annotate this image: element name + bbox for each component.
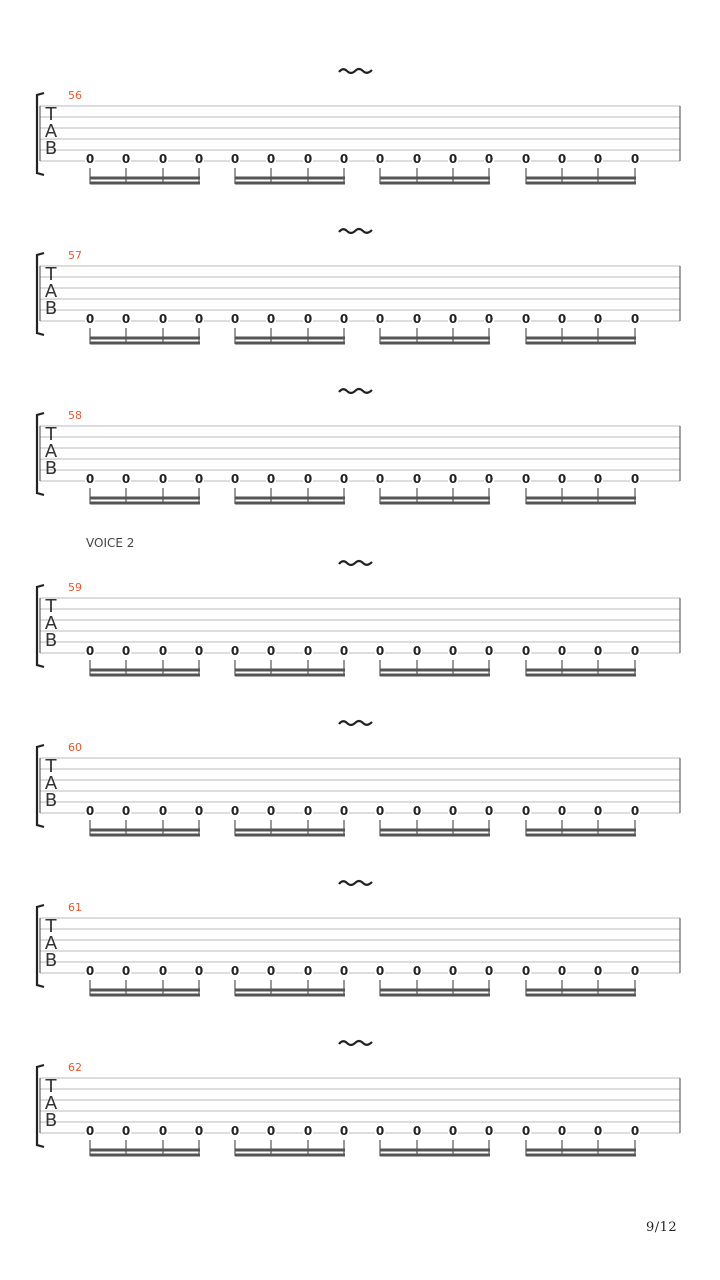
tab-clef-letter: A <box>44 613 58 634</box>
fret-number: 0 <box>521 472 531 486</box>
fret-number: 0 <box>194 472 204 486</box>
tab-staff <box>0 386 720 516</box>
beam <box>90 342 200 345</box>
beam <box>380 1149 490 1152</box>
tab-staff <box>0 226 720 356</box>
fret-number: 0 <box>521 312 531 326</box>
tab-system <box>0 386 720 536</box>
tab-clef-letter: A <box>44 281 58 302</box>
fret-number: 0 <box>339 804 349 818</box>
fret-number: 0 <box>121 472 131 486</box>
fret-number: 0 <box>448 152 458 166</box>
fret-number: 0 <box>158 152 168 166</box>
fret-number: 0 <box>85 312 95 326</box>
fret-number: 0 <box>266 964 276 978</box>
tab-clef-letter: T <box>45 104 57 125</box>
fret-number: 0 <box>593 1124 603 1138</box>
fret-number: 0 <box>158 472 168 486</box>
fret-number: 0 <box>375 964 385 978</box>
beam <box>90 829 200 832</box>
fret-number: 0 <box>630 644 640 658</box>
tab-clef-letter: B <box>44 950 58 971</box>
fret-number: 0 <box>230 964 240 978</box>
fret-number: 0 <box>557 1124 567 1138</box>
beam <box>235 497 345 500</box>
fret-number: 0 <box>230 312 240 326</box>
fret-number: 0 <box>630 152 640 166</box>
beam <box>90 502 200 505</box>
tab-staff <box>0 878 720 1008</box>
beam <box>526 1154 636 1157</box>
measure-number: 59 <box>68 581 82 594</box>
fret-number: 0 <box>448 644 458 658</box>
fret-number: 0 <box>484 152 494 166</box>
fret-number: 0 <box>375 312 385 326</box>
fret-number: 0 <box>593 472 603 486</box>
beam <box>380 834 490 837</box>
fret-number: 0 <box>484 804 494 818</box>
fret-number: 0 <box>303 644 313 658</box>
page-number: 9/12 <box>646 1220 678 1235</box>
fret-number: 0 <box>303 1124 313 1138</box>
fret-number: 0 <box>85 644 95 658</box>
fret-number: 0 <box>375 152 385 166</box>
fret-number: 0 <box>521 644 531 658</box>
fret-number: 0 <box>230 472 240 486</box>
fret-number: 0 <box>448 964 458 978</box>
tab-system <box>0 1038 720 1188</box>
beam <box>235 337 345 340</box>
beam <box>380 177 490 180</box>
fret-number: 0 <box>593 644 603 658</box>
tab-system <box>0 558 720 708</box>
beam <box>235 502 345 505</box>
fret-number: 0 <box>266 644 276 658</box>
beam <box>526 669 636 672</box>
beam <box>90 497 200 500</box>
tab-clef-letter: A <box>44 933 58 954</box>
beam <box>90 994 200 997</box>
tab-clef-letter: B <box>44 298 58 319</box>
beam <box>90 669 200 672</box>
fret-number: 0 <box>339 1124 349 1138</box>
fret-number: 0 <box>121 964 131 978</box>
measure-number: 60 <box>68 741 82 754</box>
beam <box>380 669 490 672</box>
measure-number: 56 <box>68 89 82 102</box>
beam <box>380 1154 490 1157</box>
tab-clef-letter: T <box>45 264 57 285</box>
tab-clef-letter: T <box>45 1076 57 1097</box>
fret-number: 0 <box>630 472 640 486</box>
fret-number: 0 <box>194 644 204 658</box>
fret-number: 0 <box>85 152 95 166</box>
fret-number: 0 <box>484 644 494 658</box>
fret-number: 0 <box>375 804 385 818</box>
fret-number: 0 <box>303 152 313 166</box>
beam <box>380 829 490 832</box>
fret-number: 0 <box>484 1124 494 1138</box>
fret-number: 0 <box>412 312 422 326</box>
fret-number: 0 <box>339 312 349 326</box>
fret-number: 0 <box>230 1124 240 1138</box>
beam <box>235 182 345 185</box>
fret-number: 0 <box>484 964 494 978</box>
tab-clef-letter: T <box>45 424 57 445</box>
voice-label: VOICE 2 <box>86 536 135 550</box>
fret-number: 0 <box>194 804 204 818</box>
fret-number: 0 <box>303 472 313 486</box>
fret-number: 0 <box>121 152 131 166</box>
fret-number: 0 <box>158 804 168 818</box>
fret-number: 0 <box>266 152 276 166</box>
beam <box>235 829 345 832</box>
fret-number: 0 <box>194 312 204 326</box>
tab-clef-letter: B <box>44 138 58 159</box>
fret-number: 0 <box>121 804 131 818</box>
fret-number: 0 <box>412 644 422 658</box>
fret-number: 0 <box>339 472 349 486</box>
tab-staff <box>0 1038 720 1168</box>
tab-staff <box>0 718 720 848</box>
fret-number: 0 <box>448 1124 458 1138</box>
fret-number: 0 <box>412 964 422 978</box>
fret-number: 0 <box>375 472 385 486</box>
fret-number: 0 <box>593 964 603 978</box>
fret-number: 0 <box>557 472 567 486</box>
tab-clef-letter: A <box>44 441 58 462</box>
fret-number: 0 <box>521 152 531 166</box>
fret-number: 0 <box>303 804 313 818</box>
beam <box>90 834 200 837</box>
beam <box>90 1154 200 1157</box>
beam <box>380 497 490 500</box>
fret-number: 0 <box>121 312 131 326</box>
fret-number: 0 <box>303 312 313 326</box>
measure-number: 62 <box>68 1061 82 1074</box>
fret-number: 0 <box>230 644 240 658</box>
fret-number: 0 <box>448 804 458 818</box>
fret-number: 0 <box>557 804 567 818</box>
beam <box>235 669 345 672</box>
beam <box>235 989 345 992</box>
fret-number: 0 <box>630 804 640 818</box>
fret-number: 0 <box>448 472 458 486</box>
beam <box>526 337 636 340</box>
beam <box>526 342 636 345</box>
fret-number: 0 <box>484 312 494 326</box>
fret-number: 0 <box>557 964 567 978</box>
tab-clef-letter: A <box>44 1093 58 1114</box>
tab-staff <box>0 66 720 196</box>
fret-number: 0 <box>593 312 603 326</box>
beam <box>380 182 490 185</box>
fret-number: 0 <box>630 312 640 326</box>
fret-number: 0 <box>230 152 240 166</box>
fret-number: 0 <box>266 1124 276 1138</box>
fret-number: 0 <box>412 472 422 486</box>
beam <box>526 674 636 677</box>
fret-number: 0 <box>266 804 276 818</box>
fret-number: 0 <box>85 804 95 818</box>
fret-number: 0 <box>85 964 95 978</box>
beam <box>235 674 345 677</box>
fret-number: 0 <box>85 1124 95 1138</box>
beam <box>235 834 345 837</box>
measure-number: 61 <box>68 901 82 914</box>
beam <box>380 502 490 505</box>
fret-number: 0 <box>158 312 168 326</box>
fret-number: 0 <box>521 804 531 818</box>
fret-number: 0 <box>484 472 494 486</box>
tab-clef-letter: T <box>45 596 57 617</box>
fret-number: 0 <box>121 1124 131 1138</box>
fret-number: 0 <box>521 1124 531 1138</box>
fret-number: 0 <box>158 964 168 978</box>
fret-number: 0 <box>630 964 640 978</box>
beam <box>526 1149 636 1152</box>
fret-number: 0 <box>630 1124 640 1138</box>
measure-number: 57 <box>68 249 82 262</box>
beam <box>380 994 490 997</box>
beam <box>235 1154 345 1157</box>
fret-number: 0 <box>339 964 349 978</box>
fret-number: 0 <box>121 644 131 658</box>
fret-number: 0 <box>230 804 240 818</box>
beam <box>90 177 200 180</box>
tab-system <box>0 226 720 376</box>
fret-number: 0 <box>412 152 422 166</box>
beam <box>526 834 636 837</box>
beam <box>90 1149 200 1152</box>
beam <box>90 337 200 340</box>
measure-number: 58 <box>68 409 82 422</box>
tab-clef-letter: B <box>44 790 58 811</box>
beam <box>526 182 636 185</box>
fret-number: 0 <box>593 152 603 166</box>
fret-number: 0 <box>339 644 349 658</box>
fret-number: 0 <box>158 644 168 658</box>
tab-system <box>0 878 720 1028</box>
fret-number: 0 <box>266 312 276 326</box>
beam <box>380 342 490 345</box>
fret-number: 0 <box>375 644 385 658</box>
fret-number: 0 <box>448 312 458 326</box>
beam <box>380 989 490 992</box>
beam <box>90 674 200 677</box>
fret-number: 0 <box>194 152 204 166</box>
fret-number: 0 <box>557 152 567 166</box>
tab-clef-letter: A <box>44 773 58 794</box>
fret-number: 0 <box>303 964 313 978</box>
fret-number: 0 <box>557 644 567 658</box>
tab-system <box>0 66 720 216</box>
beam <box>526 497 636 500</box>
tab-clef-letter: B <box>44 630 58 651</box>
fret-number: 0 <box>85 472 95 486</box>
fret-number: 0 <box>266 472 276 486</box>
beam <box>235 342 345 345</box>
fret-number: 0 <box>412 1124 422 1138</box>
beam <box>526 989 636 992</box>
fret-number: 0 <box>412 804 422 818</box>
fret-number: 0 <box>194 1124 204 1138</box>
tab-clef-letter: B <box>44 1110 58 1131</box>
beam <box>526 177 636 180</box>
beam <box>235 177 345 180</box>
beam <box>526 502 636 505</box>
beam <box>235 994 345 997</box>
fret-number: 0 <box>194 964 204 978</box>
tab-clef-letter: T <box>45 916 57 937</box>
tab-system <box>0 718 720 868</box>
fret-number: 0 <box>339 152 349 166</box>
tab-clef-letter: A <box>44 121 58 142</box>
tab-clef-letter: B <box>44 458 58 479</box>
beam <box>526 829 636 832</box>
fret-number: 0 <box>593 804 603 818</box>
beam <box>90 989 200 992</box>
beam <box>380 674 490 677</box>
fret-number: 0 <box>557 312 567 326</box>
tab-staff <box>0 558 720 688</box>
fret-number: 0 <box>521 964 531 978</box>
fret-number: 0 <box>375 1124 385 1138</box>
beam <box>90 182 200 185</box>
fret-number: 0 <box>158 1124 168 1138</box>
tab-clef-letter: T <box>45 756 57 777</box>
beam <box>235 1149 345 1152</box>
beam <box>526 994 636 997</box>
beam <box>380 337 490 340</box>
